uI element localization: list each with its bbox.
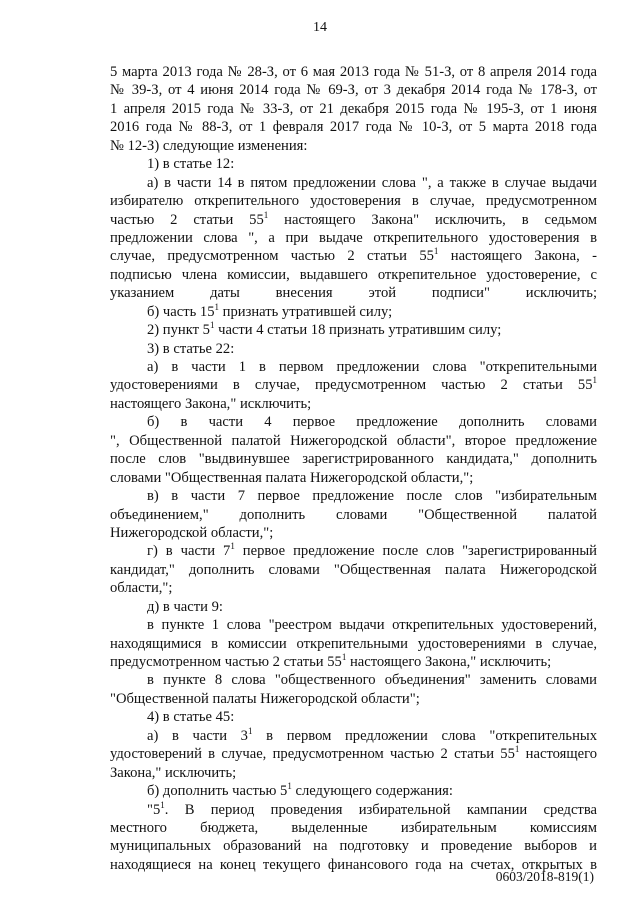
text-segment: настоящего Закона, -	[438, 248, 597, 265]
text-segment: Закона," исключить;	[110, 764, 237, 781]
text-segment: части 4 статьи 18 признать утратившим силу;	[214, 322, 502, 339]
text-line	[110, 450, 597, 468]
text-segment: первое предложение после слов "зарегистрированный	[234, 543, 597, 560]
text-segment: настоящего	[519, 746, 597, 763]
text-line	[110, 542, 597, 560]
text-segment: кандидат," дополнить словами "Общественная палата Нижегородской	[110, 561, 597, 578]
text-line	[110, 764, 597, 782]
superscript: 1	[514, 744, 520, 755]
text-segment: . В период проведения избирательной кампании средства	[164, 801, 597, 818]
text-segment: д) в части 9:	[147, 598, 223, 615]
text-line	[110, 413, 597, 431]
superscript: 1	[247, 725, 253, 736]
text-line	[110, 727, 597, 745]
text-segment: № 12-З) следующие изменения:	[110, 137, 308, 154]
text-segment: № 39-З, от 4 июня 2014 года № 69-З, от 3 декабря 2014 года № 178-З, от	[110, 82, 597, 99]
text-segment: избирателю открепительного удостоверения в случае, предусмотренном	[110, 193, 597, 210]
text-segment: после слов "выдвинувшее зарегистрированного кандидата," дополнить	[110, 451, 597, 468]
text-segment: случае, предусмотренном частью 2 статьи 55	[110, 248, 434, 265]
text-segment: подписью члена комиссии, выдавшего открепительное удостоверение, с	[110, 266, 597, 283]
text-segment: 1 апреля 2015 года № 33-З, от 21 декабря 2015 года № 195-З, от 1 июня	[110, 100, 597, 117]
text-line	[110, 266, 597, 284]
text-segment: 1) в статье 12:	[147, 156, 235, 173]
text-line	[110, 284, 597, 302]
text-line	[110, 376, 597, 394]
superscript: 1	[160, 799, 165, 810]
text-line	[110, 708, 597, 726]
text-segment: удостоверений в случае, предусмотренном частью 2 статьи 55	[110, 746, 515, 763]
text-segment: 2) пункт 5	[147, 322, 210, 339]
text-line	[110, 321, 597, 339]
text-segment: в первом предложении слова "открепительных	[252, 727, 597, 744]
page-number: 14	[313, 20, 327, 35]
text-line	[110, 653, 597, 671]
text-segment: частью 2 статьи 55	[110, 211, 264, 228]
superscript: 1	[592, 375, 597, 386]
text-segment: б) часть 15	[147, 303, 215, 320]
text-segment: удостоверениями в случае, предусмотренном частью 2 статьи 55	[110, 377, 593, 394]
text-segment: настоящего Закона," исключить;	[346, 654, 552, 670]
text-line	[110, 340, 597, 358]
superscript: 1	[433, 246, 439, 257]
text-segment: предложении слова ", а при выдаче открепительного удостоверения в	[110, 229, 597, 246]
superscript: 1	[209, 320, 215, 331]
text-line	[110, 358, 597, 376]
text-line	[110, 671, 597, 689]
text-line	[110, 469, 597, 487]
text-segment: местного бюджета, выделенные избирательным комиссиям	[110, 819, 597, 836]
text-line	[110, 81, 597, 99]
text-line	[110, 155, 597, 173]
text-segment: б) в части 4 первое предложение дополнить словами	[147, 414, 597, 431]
text-segment: б) дополнить частью 5	[147, 783, 288, 800]
text-line	[110, 211, 597, 229]
superscript: 1	[214, 301, 220, 312]
text-segment: "5	[147, 801, 161, 818]
superscript: 1	[230, 541, 235, 552]
text-line	[110, 118, 597, 136]
text-segment: в пункте 8 слова "общественного объединения" заменить словами	[147, 672, 597, 689]
text-line	[110, 247, 597, 265]
text-segment: в) в части 7 первое предложение после слов "избирательным	[147, 488, 597, 505]
text-segment: а) в части 1 в первом предложении слова "открепительными	[147, 359, 597, 375]
text-segment: настоящего Закона," исключить;	[110, 395, 312, 412]
text-line	[110, 229, 597, 247]
text-segment: в пункте 1 слова "реестром выдачи открепительных удостоверений,	[147, 617, 597, 634]
text-segment: муниципальных образований на подготовку и проведение выборов и	[110, 838, 597, 855]
text-line	[110, 137, 597, 155]
text-segment: а) в части 3	[147, 727, 248, 744]
superscript: 1	[263, 209, 269, 220]
text-segment: 3) в статье 22:	[147, 340, 235, 357]
text-segment: настоящего Закона" исключить, в седьмом	[268, 211, 597, 228]
text-segment: области,";	[110, 580, 173, 597]
text-line	[110, 801, 597, 819]
text-line	[110, 487, 597, 505]
text-segment: Нижегородской области,";	[110, 524, 274, 541]
text-line	[110, 63, 597, 81]
text-segment: г) в части 7	[147, 543, 231, 560]
text-line	[110, 303, 597, 321]
superscript: 1	[287, 781, 292, 792]
text-line	[110, 395, 597, 413]
text-line	[110, 192, 597, 210]
text-segment: ", Общественной палатой Нижегородской области", второе предложение	[110, 432, 597, 449]
text-line	[110, 174, 597, 192]
text-segment: признать утратившей силу;	[219, 303, 393, 320]
text-line	[110, 745, 597, 763]
text-line	[110, 432, 597, 450]
text-segment: "Общественной палаты Нижегородской области";	[110, 690, 420, 707]
text-line	[110, 616, 597, 634]
text-line	[110, 506, 597, 524]
document-body	[110, 63, 597, 874]
text-segment: указанием даты внесения этой подписи" исключить;	[110, 285, 597, 302]
text-line	[110, 837, 597, 855]
text-line	[110, 782, 597, 800]
text-segment: следующего содержания:	[291, 783, 453, 800]
text-line	[110, 100, 597, 118]
text-line	[110, 635, 597, 653]
text-segment: словами "Общественная палата Нижегородской области,";	[110, 469, 474, 486]
text-segment: 4) в статье 45:	[147, 709, 235, 726]
text-segment: а) в части 14 в пятом предложении слова ", а также в случае выдачи	[147, 174, 597, 191]
text-line	[110, 579, 597, 597]
text-segment: 2016 года № 88-З, от 1 февраля 2017 года № 10-З, от 5 марта 2018 года	[110, 119, 597, 136]
text-line	[110, 524, 597, 542]
text-line	[110, 690, 597, 708]
text-line	[110, 819, 597, 837]
text-line	[110, 561, 597, 579]
document-code: 0603/2018-819(1)	[495, 869, 594, 884]
text-segment: находящимися в комиссии открепительными удостоверениями в случае,	[110, 635, 597, 652]
text-line	[110, 598, 597, 616]
text-segment: 5 марта 2013 года № 28-З, от 6 мая 2013 года № 51-З, от 8 апреля 2014 года	[110, 64, 597, 80]
superscript: 1	[341, 652, 347, 662]
text-segment: предусмотренном частью 2 статьи 55	[110, 654, 342, 670]
text-segment: объединением," дополнить словами "Общественной палатой	[110, 506, 597, 523]
text-segment: находящиеся на конец текущего финансового года на счетах, открытых в	[110, 856, 597, 873]
